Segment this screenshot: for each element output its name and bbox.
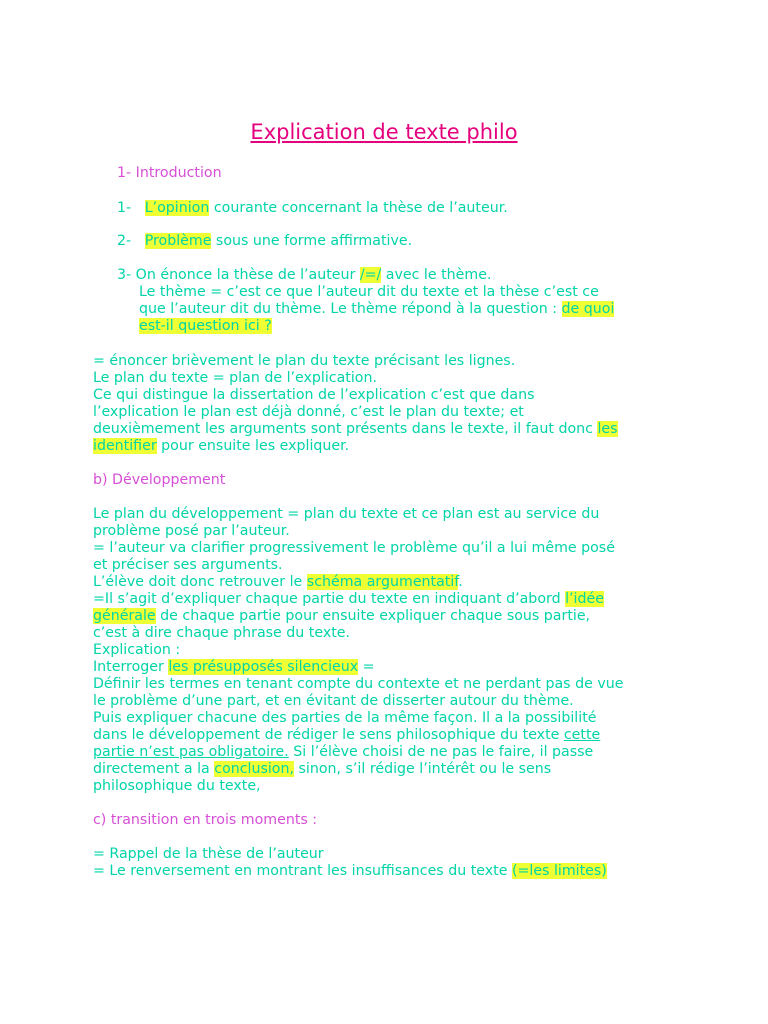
- text-line: Explication :: [93, 642, 181, 658]
- item-text: courante concernant la thèse de l’auteur.: [209, 200, 508, 216]
- highlight: identifier: [93, 438, 157, 454]
- highlight: générale: [93, 608, 156, 624]
- highlight: (=les limites): [511, 863, 607, 879]
- list-item: [117, 267, 491, 284]
- text-line: Ce qui distingue la dissertation de l’explication c’est que dans: [93, 387, 535, 403]
- item-text: sous une forme affirmative.: [211, 233, 413, 249]
- text-line: [139, 318, 272, 335]
- item-text: avec le thème.: [381, 267, 492, 283]
- text-line: = énoncer brièvement le plan du texte précisant les lignes.: [93, 353, 516, 369]
- text-line: Le plan du développement = plan du texte et ce plan est au service du: [93, 506, 600, 522]
- highlight: schéma argumentatif: [306, 574, 459, 590]
- text-line: générale de chaque partie pour ensuite expliquer chaque sous partie,: [93, 608, 591, 624]
- text-line: L’élève doit donc retrouver le schéma argumentatif.: [93, 574, 463, 590]
- text-line: deuxièmement les arguments sont présents dans le texte, il faut donc les: [93, 421, 618, 437]
- item-number: 2-: [117, 233, 132, 249]
- text-line: Le plan du texte = plan de l’explication.: [93, 370, 377, 386]
- text-line: le problème d’une part, et en évitant de disserter autour du thème.: [93, 693, 574, 709]
- text-line: directement a la conclusion, sinon, s’il rédige l’intérêt ou le sens: [93, 761, 552, 777]
- item-text: On énonce la thèse de l’auteur: [135, 267, 360, 283]
- text-line: =Il s’agit d’expliquer chaque partie du texte en indiquant d’abord l’idée: [93, 591, 604, 607]
- item-number: 1-: [117, 200, 132, 216]
- highlight: l’idée: [565, 591, 604, 607]
- text-line: Le thème = c’est ce que l’auteur dit du texte et la thèse c’est ce: [139, 284, 599, 300]
- list-item: [117, 233, 412, 250]
- underlined-text: cette: [563, 727, 601, 743]
- highlight: les présupposés silencieux: [168, 659, 359, 675]
- text-line: l’explication le plan est déjà donné, c’est le plan du texte; et: [93, 404, 524, 420]
- text-line: partie n’est pas obligatoire. Si l’élève choisi de ne pas le faire, il passe: [93, 744, 594, 760]
- text-line: Définir les termes en tenant compte du contexte et ne perdant pas de vue: [93, 676, 624, 692]
- highlight: de quoi: [561, 301, 615, 317]
- highlight: Problème: [144, 233, 212, 249]
- document-title: Explication de texte philo: [250, 120, 518, 144]
- highlight: conclusion,: [214, 761, 294, 777]
- text-line: c’est à dire chaque phrase du texte.: [93, 625, 351, 641]
- text-line: = Le renversement en montrant les insuffisances du texte (=les limites): [93, 863, 607, 879]
- highlight: L’opinion: [144, 200, 210, 216]
- text-line: identifier pour ensuite les expliquer.: [93, 438, 350, 454]
- list-item: [117, 200, 508, 217]
- highlight: les: [597, 421, 618, 437]
- text-line: Interroger les présupposés silencieux =: [93, 659, 375, 675]
- highlight: est-il question ici ?: [139, 318, 272, 334]
- section-heading: b) Développement: [93, 472, 226, 488]
- text-line: = l’auteur va clarifier progressivement le problème qu’il a lui même posé: [93, 540, 615, 556]
- section-heading: c) transition en trois moments :: [93, 812, 318, 828]
- underlined-text: partie n’est pas obligatoire.: [93, 744, 289, 760]
- text-line: = Rappel de la thèse de l’auteur: [93, 846, 324, 862]
- text-line: Puis expliquer chacune des parties de la même façon. Il a la possibilité: [93, 710, 597, 726]
- text-line: philosophique du texte,: [93, 778, 261, 794]
- item-number: 3-: [117, 267, 132, 283]
- text-line: que l’auteur dit du thème. Le thème répond à la question : de quoi: [139, 301, 615, 317]
- text-line: et préciser ses arguments.: [93, 557, 283, 573]
- intro-heading: 1- Introduction: [117, 165, 222, 181]
- highlight: /=/: [359, 267, 382, 283]
- text-line: dans le développement de rédiger le sens philosophique du texte cette: [93, 727, 601, 743]
- text-line: problème posé par l’auteur.: [93, 523, 290, 539]
